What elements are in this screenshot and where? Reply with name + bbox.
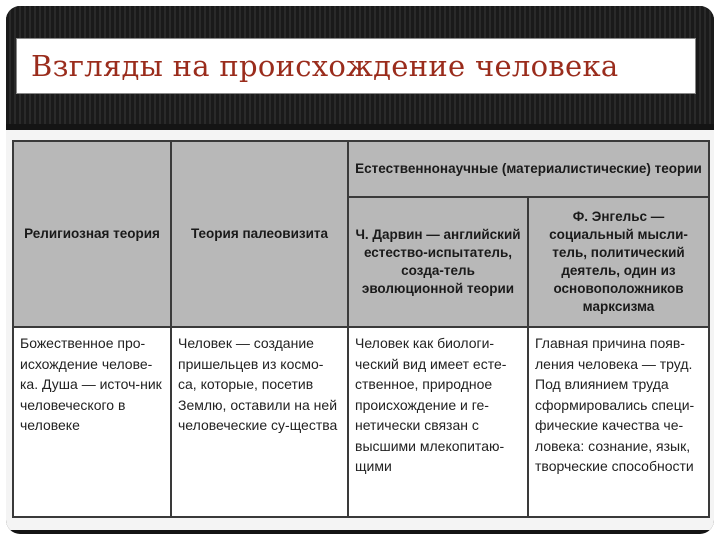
header-religious-theory: Религиозная теория: [13, 141, 171, 327]
cell-engels-description: Главная причина появ-ления человека — труд. Под влиянием труда сформировались специ-фические качества че-ловека: сознание, язык, творческие способности: [528, 327, 709, 517]
slide-frame: [6, 6, 714, 534]
origin-views-table: [12, 140, 710, 518]
slide-title: Взгляды на происхождение человека: [31, 49, 619, 83]
header-paleovisit-theory: Теория палеовизита: [171, 141, 348, 327]
title-box: [16, 38, 696, 94]
header-natural-science-theories: Естественнонаучные (материалистические) теории: [348, 141, 709, 197]
header-engels: Ф. Энгельс — социальный мысли-тель, политический деятель, один из основоположников марксизма: [528, 197, 709, 327]
cell-religious-description: Божественное про-исхождение челове-ка. Душа — источ-ник человеческого в человеке: [13, 327, 171, 517]
cell-paleovisit-description: Человек — создание пришельцев из космо-са, которые, посетив Землю, оставили на ней человеческие су-щества: [171, 327, 348, 517]
table-area: [6, 130, 714, 530]
header-darwin: Ч. Дарвин — английский естество-испытатель, созда-тель эволюционной теории: [348, 197, 528, 327]
cell-darwin-description: Человек как биологи-ческий вид имеет есте-ственное, природное происхождение и ге-нетически связан с высшими млекопитаю-щими: [348, 327, 528, 517]
